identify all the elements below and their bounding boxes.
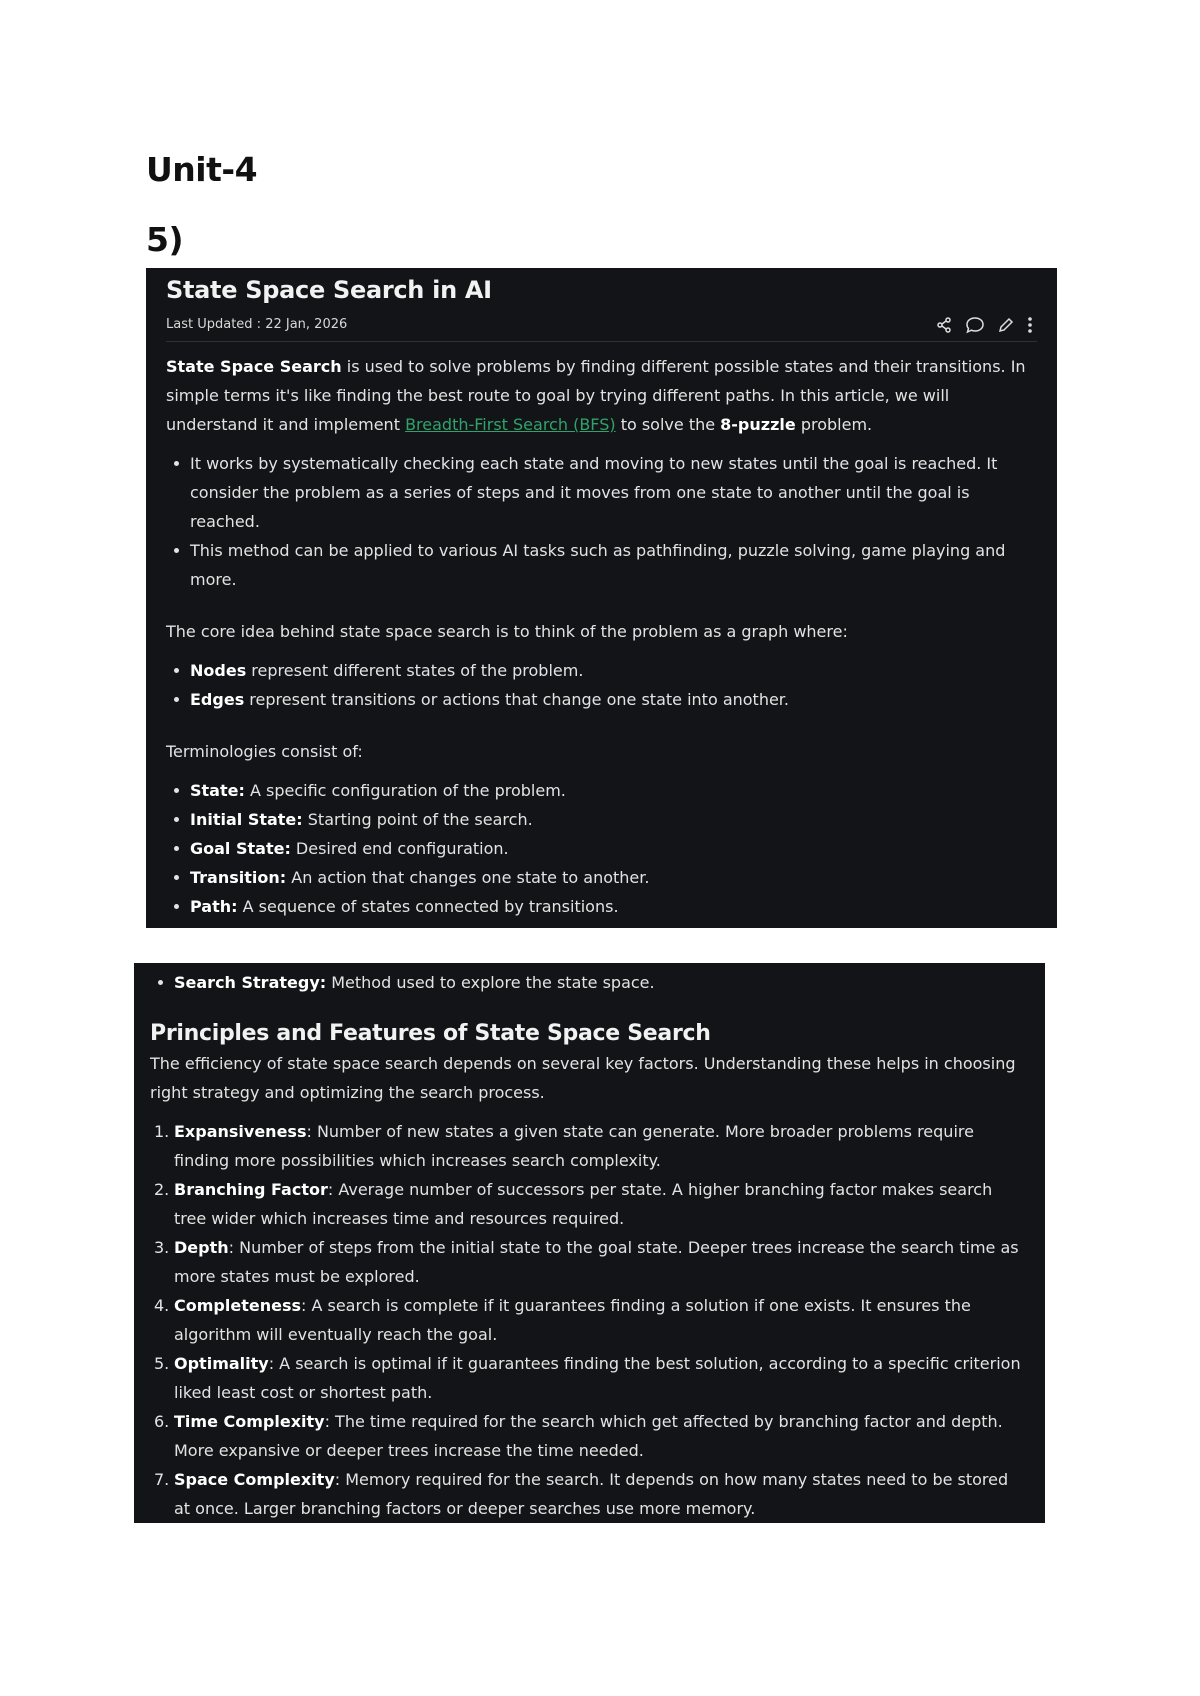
core-idea-text: The core idea behind state space search is to think of the problem as a graph where: <box>166 622 848 641</box>
list-item <box>154 1175 1029 1233</box>
article-meta-row <box>166 308 1037 342</box>
principles-list <box>150 1117 1029 1523</box>
principles-heading: Principles and Features of State Space Search <box>150 1021 711 1046</box>
terminology-list <box>166 776 1037 921</box>
item-number: 3. <box>154 1238 170 1257</box>
item-number: 1. <box>154 1122 170 1141</box>
term: Transition: <box>190 868 287 887</box>
term: Nodes <box>190 661 247 680</box>
edit-icon[interactable] <box>997 316 1015 334</box>
term: Time Complexity <box>174 1412 325 1431</box>
list-item <box>190 685 1037 714</box>
term-desc: : Number of new states a given state can generate. More broader problems require finding more possibilities which increases search complexity. <box>174 1122 974 1170</box>
term: Path: <box>190 897 238 916</box>
term-desc: represent transitions or actions that change one state into another. <box>244 690 789 709</box>
term: Branching Factor <box>174 1180 328 1199</box>
term: Initial State: <box>190 810 303 829</box>
intro-paragraph <box>166 352 1037 439</box>
list-item <box>154 1233 1029 1291</box>
graph-bullet-list <box>166 656 1037 714</box>
item-number: 4. <box>154 1296 170 1315</box>
last-updated-text: Last Updated : 22 Jan, 2026 <box>166 317 348 332</box>
question-number: 5) <box>146 220 184 259</box>
principles-intro: The efficiency of state space search depends on several key factors. Understanding these helps in choosing right strategy and optimizing the search process. <box>150 1054 1016 1102</box>
item-number: 2. <box>154 1180 170 1199</box>
intro-bold-puzzle: 8-puzzle <box>720 415 796 434</box>
term-desc: : A search is optimal if it guarantees finding the best solution, according to a specific criterion liked least cost or shortest path. <box>174 1354 1021 1402</box>
term-desc: : Memory required for the search. It depends on how many states need to be stored at once. Larger branching factors or deeper searches use more memory. <box>174 1470 1009 1518</box>
unit-heading: Unit-4 <box>146 150 258 189</box>
intro-bold-lead: State Space Search <box>166 357 342 376</box>
list-item <box>154 1291 1029 1349</box>
share-icon[interactable] <box>935 316 953 334</box>
list-item <box>190 834 1037 863</box>
term-desc: Starting point of the search. <box>302 810 533 829</box>
term-desc: : A search is complete if it guarantees finding a solution if one exists. It ensures the algorithm will eventually reach the goal. <box>174 1296 971 1344</box>
term: Depth <box>174 1238 229 1257</box>
item-number: 7. <box>154 1470 170 1489</box>
intro-text-a: is used to solve problems by finding different possible states and their transitions. In simple terms it's like finding the best route to goal by trying different paths. In this article, we will understand it and implement <box>166 357 1026 434</box>
list-item: This method can be applied to various AI tasks such as pathfinding, puzzle solving, game playing and more. <box>190 536 1037 594</box>
article-screenshot-top <box>146 268 1057 928</box>
term-desc: represent different states of the problem. <box>246 661 584 680</box>
term-desc: Desired end configuration. <box>290 839 509 858</box>
term-desc: An action that changes one state to another. <box>286 868 650 887</box>
term: Space Complexity <box>174 1470 335 1489</box>
terminology-list-continued <box>150 968 1029 997</box>
term-desc: A sequence of states connected by transitions. <box>237 897 619 916</box>
list-item <box>190 892 1037 921</box>
list-item <box>190 863 1037 892</box>
list-item <box>154 1407 1029 1465</box>
term: State: <box>190 781 245 800</box>
term-desc: : Average number of successors per state. A higher branching factor makes search tree wider which increases time and resources required. <box>174 1180 993 1228</box>
term-desc: : Number of steps from the initial state to the goal state. Deeper trees increase the search time as more states must be explored. <box>174 1238 1019 1286</box>
list-item: It works by systematically checking each state and moving to new states until the goal is reached. It consider the problem as a series of steps and it moves from one state to another until the goal is reached. <box>190 449 1037 536</box>
list-item <box>154 1117 1029 1175</box>
intro-text-b: to solve the <box>615 415 721 434</box>
term: Search Strategy: <box>174 973 327 992</box>
term-desc: : The time required for the search which get affected by branching factor and depth. More expansive or deeper trees increase the time needed. <box>174 1412 1003 1460</box>
term: Completeness <box>174 1296 301 1315</box>
intro-bullet-list <box>166 449 1037 594</box>
term: Expansiveness <box>174 1122 307 1141</box>
more-vertical-icon[interactable] <box>1027 316 1033 334</box>
term: Edges <box>190 690 245 709</box>
list-item <box>174 968 1029 997</box>
article-screenshot-bottom <box>134 963 1045 1523</box>
term: Goal State: <box>190 839 291 858</box>
bfs-link[interactable]: Breadth-First Search (BFS) <box>405 415 616 434</box>
intro-text-c: problem. <box>795 415 873 434</box>
list-item <box>190 776 1037 805</box>
term-desc: A specific configuration of the problem. <box>244 781 566 800</box>
item-number: 6. <box>154 1412 170 1431</box>
list-item <box>154 1465 1029 1523</box>
terminology-intro: Terminologies consist of: <box>166 742 363 761</box>
article-title: State Space Search in AI <box>166 276 492 304</box>
list-item <box>154 1349 1029 1407</box>
article-actions <box>935 316 1033 334</box>
list-item <box>190 805 1037 834</box>
term: Optimality <box>174 1354 269 1373</box>
list-item <box>190 656 1037 685</box>
comment-icon[interactable] <box>965 316 985 334</box>
item-number: 5. <box>154 1354 170 1373</box>
term-desc: Method used to explore the state space. <box>326 973 655 992</box>
